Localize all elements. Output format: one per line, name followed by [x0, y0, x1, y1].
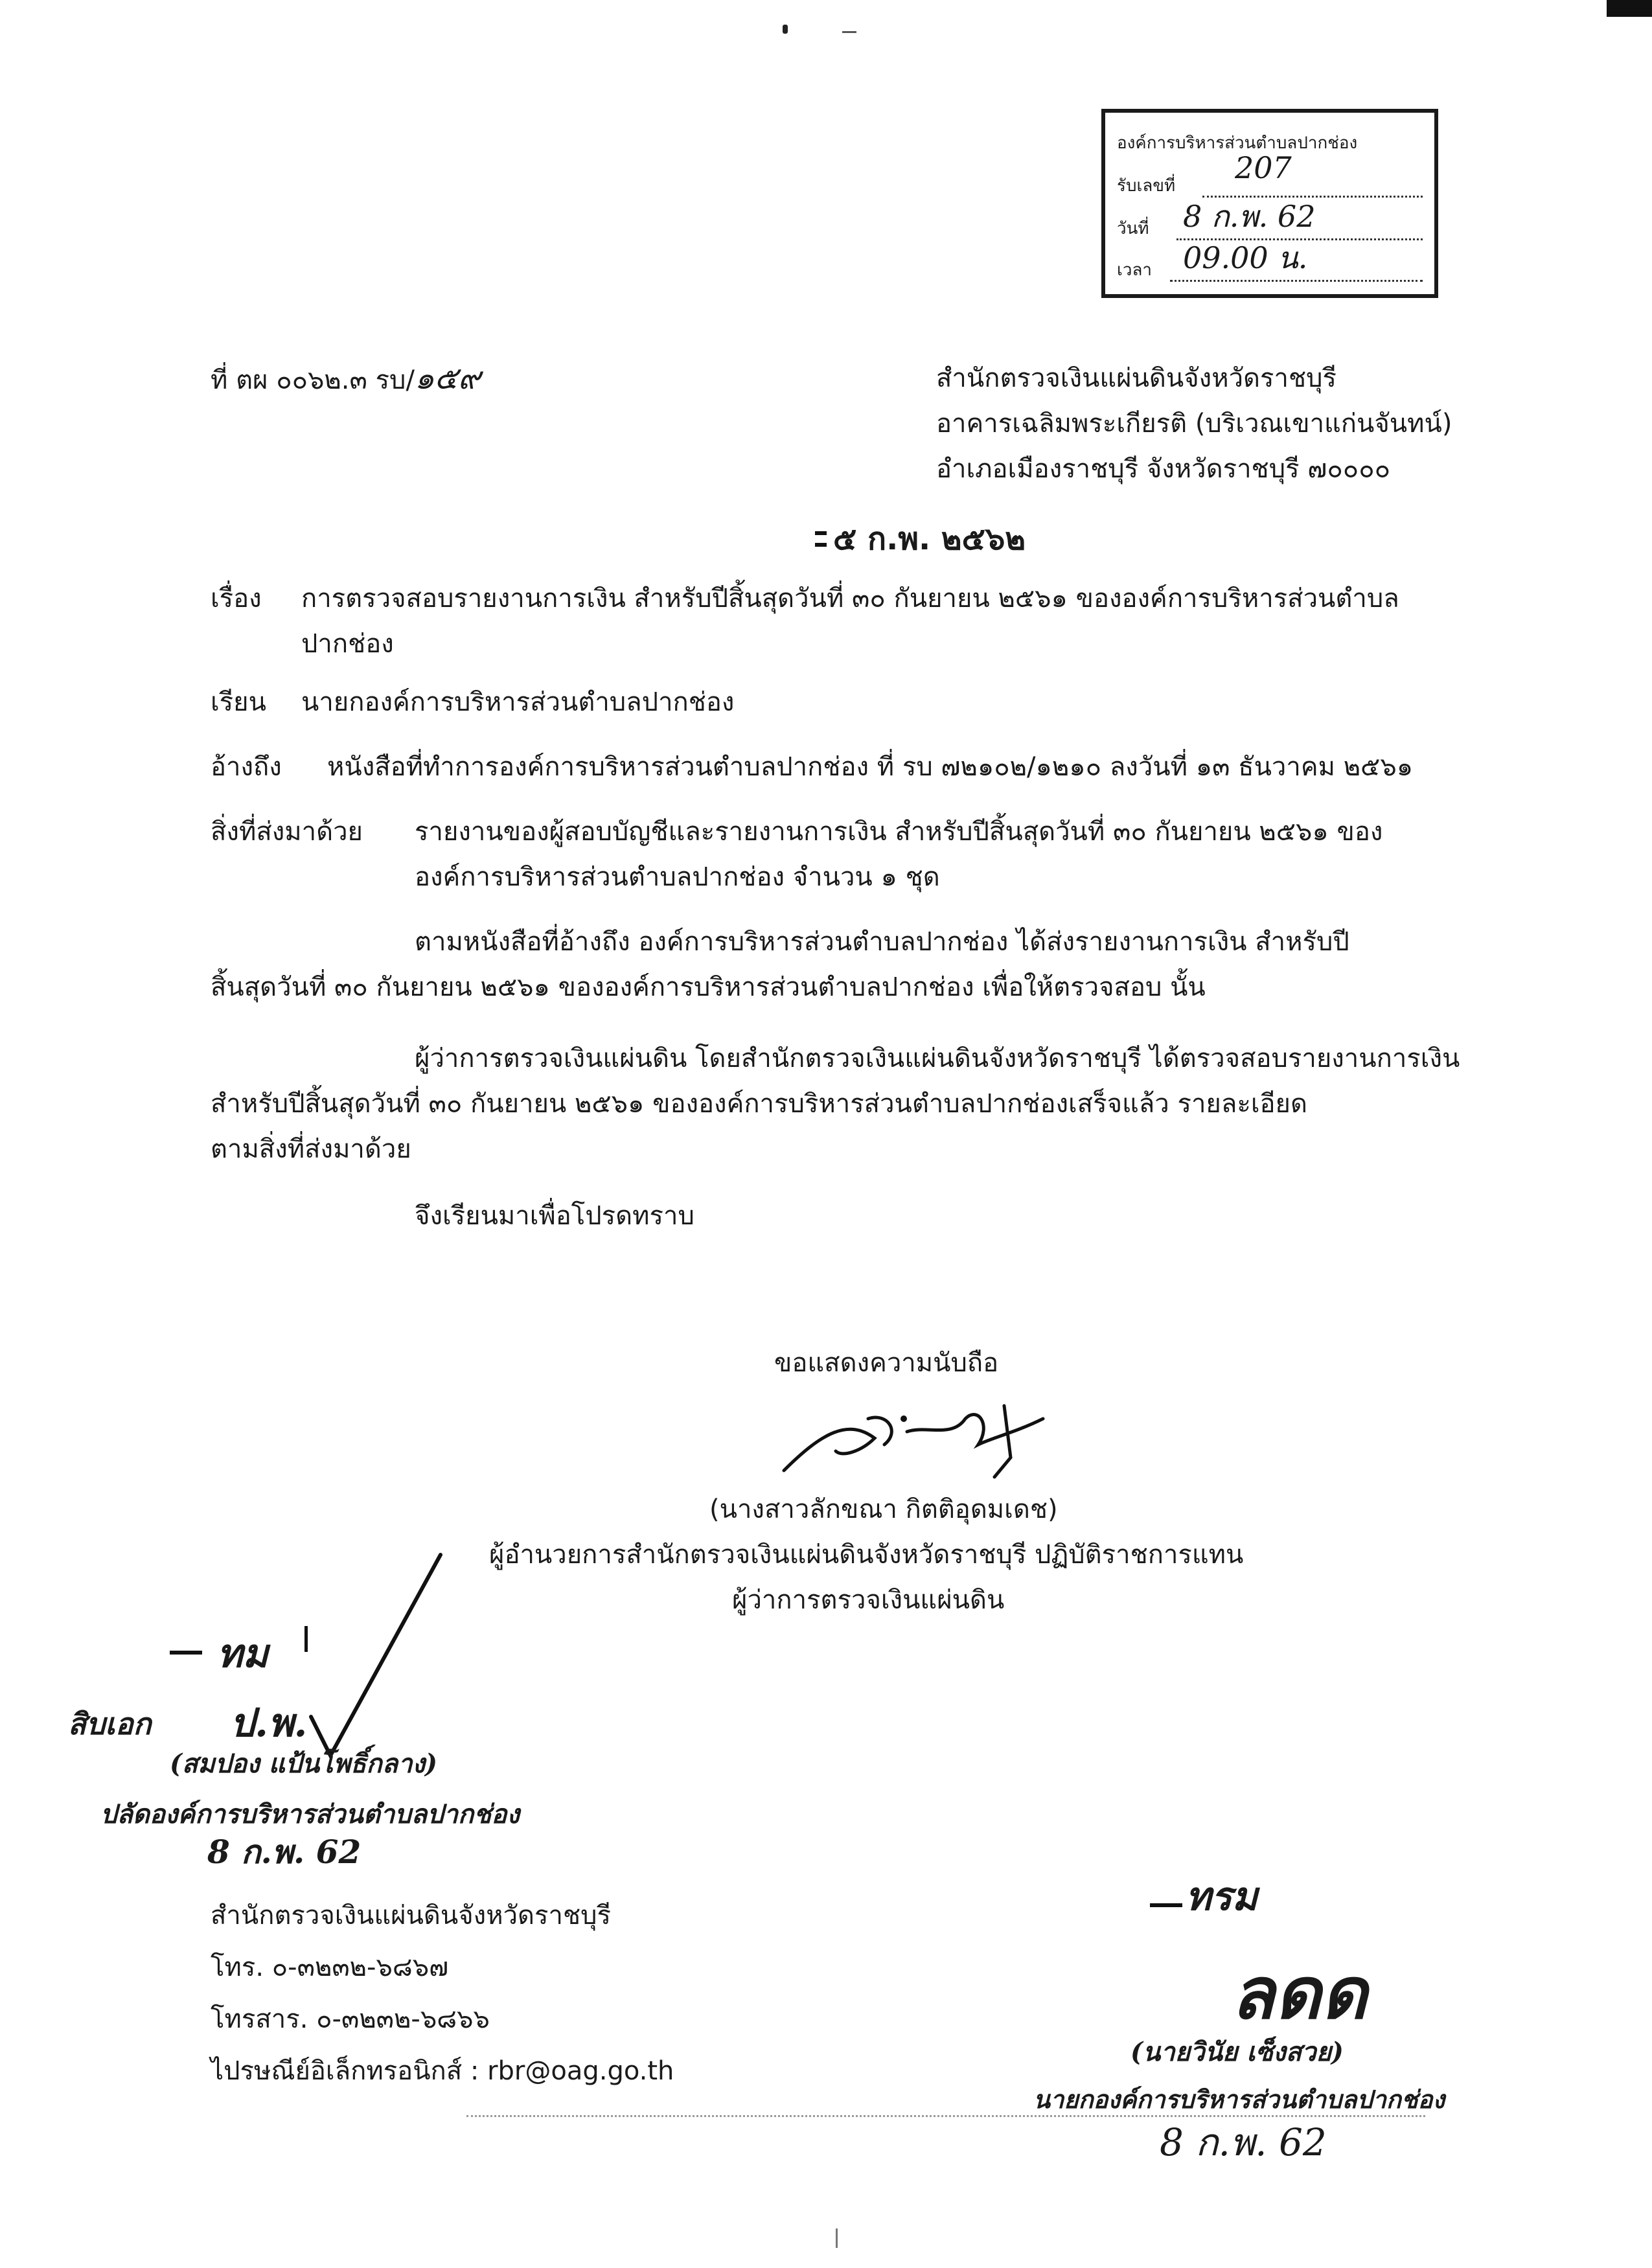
subject-label: เรื่อง	[211, 584, 262, 613]
stamp-no-label: รับเลขที่	[1117, 176, 1176, 196]
body-p1-line-2: สิ้นสุดวันที่ ๓๐ กันยายน ๒๕๖๑ ขององค์การบริหารส่วนตำบลปากช่อง เพื่อให้ตรวจสอบ นั้น	[211, 972, 1206, 1002]
bottom-mark	[836, 2228, 838, 2248]
sender-line-3: อำเภอเมืองราชบุรี จังหวัดราชบุรี ๗๐๐๐๐	[936, 454, 1391, 484]
note-left-mark: ทม	[217, 1631, 269, 1677]
footer-fax: โทรสาร. ๐-๓๒๓๒-๖๘๖๖	[211, 2004, 490, 2034]
sender-line-2: อาคารเฉลิมพระเกียรติ (บริเวณเขาแก่นจันทน์)	[936, 409, 1452, 439]
stamp-date-value: 8 ก.พ. 62	[1183, 199, 1316, 234]
note-left-dash	[170, 1651, 202, 1655]
reference-number	[211, 358, 481, 401]
note-left-checkmark	[304, 1548, 447, 1762]
note-left-signature: ป.พ.	[230, 1701, 308, 1746]
note-left-title: ปลัดองค์การบริหารส่วนตำบลปากช่อง	[100, 1799, 520, 1829]
corner-mark	[1607, 0, 1652, 17]
to-label: เรียน	[211, 687, 266, 717]
note-right-title: นายกองค์การบริหารส่วนตำบลปากช่อง	[1033, 2085, 1445, 2114]
stamp-time-value: 09.00 น.	[1183, 240, 1308, 275]
reference-number-text: ที่ ตผ ๐๐๖๒.๓ รบ/	[211, 365, 415, 395]
reference-text: หนังสือที่ทำการองค์การบริหารส่วนตำบลปากช่อง ที่ รบ ๗๒๑๐๒/๑๒๑๐ ลงวันที่ ๑๓ ธันวาคม ๒๕๖๑	[327, 752, 1414, 782]
note-right-mark: ทรม	[1186, 1874, 1258, 1919]
closing: ขอแสดงความนับถือ	[774, 1348, 999, 1378]
subject-line-1: การตรวจสอบรายงานการเงิน สำหรับปีสิ้นสุดวันที่ ๓๐ กันยายน ๒๕๖๑ ขององค์การบริหารส่วนตำบล	[301, 584, 1399, 613]
note-left-date: 8 ก.พ. 62	[207, 1833, 361, 1871]
note-left-rank: สิบเอก	[68, 1706, 152, 1741]
to-text: นายกองค์การบริหารส่วนตำบลปากช่อง	[301, 687, 735, 717]
note-right-date: 8 ก.พ. 62	[1160, 2120, 1327, 2164]
note-right-signature: ลดด	[1231, 1951, 1368, 2035]
signer-name: (นางสาวลักขณา กิตติอุดมเดช)	[709, 1495, 1058, 1524]
note-left-name: (สมปอง แป้นโพธิ์กลาง)	[170, 1748, 438, 1779]
footer-phone: โทร. ๐-๓๒๓๒-๖๘๖๗	[211, 1953, 449, 1982]
stamp-no-value: 207	[1235, 150, 1292, 185]
sender-line-1: สำนักตรวจเงินแผ่นดินจังหวัดราชบุรี	[936, 363, 1337, 393]
body-p1-line-1: ตามหนังสือที่อ้างถึง องค์การบริหารส่วนตำบลปากช่อง ได้ส่งรายงานการเงิน สำหรับปี	[415, 927, 1349, 957]
stamp-date-label: วันที่	[1117, 219, 1149, 238]
stamp-time-label: เวลา	[1117, 260, 1153, 280]
top-dash	[842, 31, 856, 33]
body-p2-line-2: สำหรับปีสิ้นสุดวันที่ ๓๐ กันยายน ๒๕๖๑ ขององค์การบริหารส่วนตำบลปากช่องเสร็จแล้ว รายละเอียด	[211, 1089, 1307, 1119]
reference-label: อ้างถึง	[211, 752, 282, 782]
note-right-dash	[1150, 1903, 1182, 1907]
date-dash-top	[815, 531, 827, 535]
enclosure-label: สิ่งที่ส่งมาด้วย	[211, 817, 363, 847]
enclosure-line-2: องค์การบริหารส่วนตำบลปากช่อง จำนวน ๑ ชุด	[415, 862, 940, 892]
footer-email: ไปรษณีย์อิเล็กทรอนิกส์ : rbr@oag.go.th	[211, 2056, 674, 2086]
receipt-stamp	[1101, 109, 1438, 298]
reference-number-handwritten: ๑๕๙	[414, 360, 481, 396]
body-p2-line-1: ผู้ว่าการตรวจเงินแผ่นดิน โดยสำนักตรวจเงินแผ่นดินจังหวัดราชบุรี ได้ตรวจสอบรายงานการเงิน	[415, 1044, 1460, 1073]
signer-position-2: ผู้ว่าการตรวจเงินแผ่นดิน	[732, 1585, 1005, 1615]
date-stamp: ๕ ก.พ. ๒๕๖๒	[833, 521, 1026, 557]
signer-position-1: ผู้อำนวยการสำนักตรวจเงินแผ่นดินจังหวัดราชบุรี ปฏิบัติราชการแทน	[489, 1540, 1244, 1570]
enclosure-line-1: รายงานของผู้สอบบัญชีและรายงานการเงิน สำหรับปีสิ้นสุดวันที่ ๓๐ กันยายน ๒๕๖๑ ของ	[415, 817, 1383, 847]
top-dot	[783, 25, 788, 34]
stamp-org: องค์การบริหารส่วนตำบลปากช่อง	[1117, 133, 1358, 153]
director-signature	[771, 1393, 1069, 1483]
footer-office: สำนักตรวจเงินแผ่นดินจังหวัดราชบุรี	[211, 1901, 611, 1930]
body-p2-line-3: ตามสิ่งที่ส่งมาด้วย	[211, 1134, 411, 1164]
body-p3: จึงเรียนมาเพื่อโปรดทราบ	[415, 1201, 694, 1231]
note-right-name: (นายวินัย เซ็งสวย)	[1130, 2037, 1344, 2067]
date-dash-bottom	[815, 543, 827, 547]
subject-line-2: ปากช่อง	[301, 629, 394, 659]
bottom-rule	[466, 2115, 1425, 2117]
